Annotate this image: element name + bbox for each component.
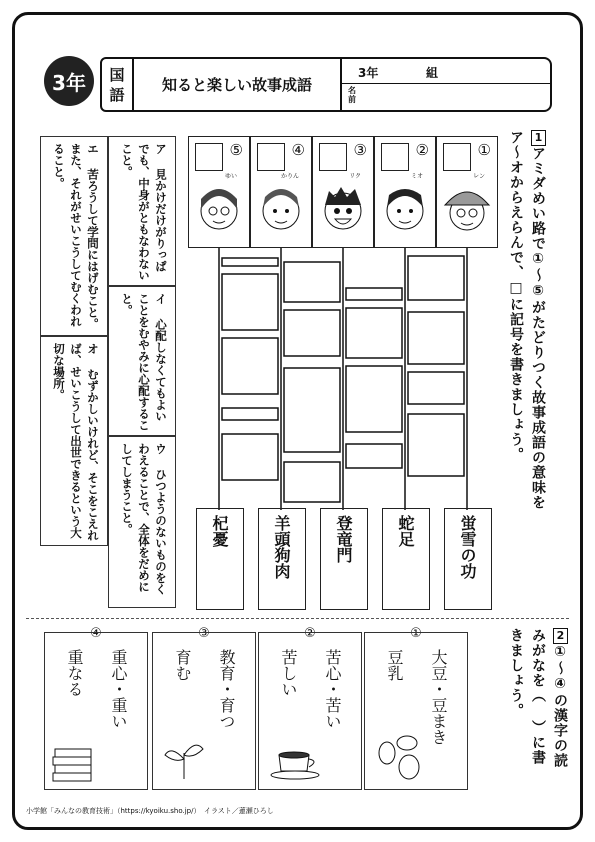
idiom-box-3: 登竜門 [320,508,368,610]
subject-char-2: 語 [109,85,125,104]
meaning-a [108,136,176,286]
answer-box-3[interactable] [319,143,347,171]
book-stack-icon [49,743,95,783]
meaning-label-o: オ [86,343,100,355]
character-1: ① レン [436,136,498,248]
amida-ladder [180,248,500,510]
class-year: 3年 [358,66,379,80]
subject-char-1: 国 [109,65,125,84]
meaning-o [40,336,108,546]
meaning-text-i: 心配しなくてもよいことをむやみに心配すること。 [120,293,168,431]
class-name-box[interactable] [340,57,552,112]
meaning-text-a: 見かけだけがりっぱでも、中身がともなわないこと。 [120,143,168,281]
girl-ponytail-face-icon [251,177,311,247]
meaning-i [108,286,176,436]
character-2: ② ミオ [374,136,436,248]
idiom-box-2: 羊頭狗肉 [258,508,306,610]
grade-badge: 3年 [44,56,94,106]
meaning-label-i: イ [154,293,168,305]
answer-box-1[interactable] [443,143,471,171]
meaning-text-o: むずかしいけれど、そこをこえれば、せいこうして出世できるという大切な場所。 [52,343,100,541]
question-1-number: 1 [532,131,545,145]
meaning-label-e: エ [86,143,100,155]
credit-line: 小学館「みんなの教育技術」（https://kyoiku.sho.jp/） イラスト／蓮瀬ひろし [26,807,274,815]
meaning-u [108,436,176,608]
boy-face-icon [313,177,373,247]
character-3: ③ リク [312,136,374,248]
subject-box [100,57,134,112]
answer-box-2[interactable] [381,143,409,171]
reading-box-4: 重心・重い 重なる [44,632,148,790]
reading-number-3: ③ [152,626,256,641]
class-group: 組 [426,66,439,80]
reading-box-1: 大豆・豆まき 豆乳 [364,632,468,790]
coffee-cup-icon [269,741,325,781]
meaning-label-u: ウ [154,443,168,455]
character-4: ④ かりん [250,136,312,248]
idiom-box-4: 蛇足 [382,508,430,610]
answer-box-4[interactable] [257,143,285,171]
question-1-text: 1アミダめい路で①～⑤がたどりつく故事成語の意味を ア～オからえらんで、□に記号を書きましょう。 [508,130,546,510]
boy-cap-face-icon [437,177,497,247]
meaning-e [40,136,108,336]
girl-face-icon [189,177,249,247]
reading-number-1: ① [364,626,468,641]
question-2-text: 2①～④の漢字の読みがなを（ ）に書きましょう。 [508,628,568,768]
sprout-icon [161,735,207,781]
beans-icon [373,729,429,785]
character-5: ⑤ ゆい [188,136,250,248]
section-divider [26,618,569,619]
name-label: 名 前 [348,86,356,104]
answer-box-5[interactable] [195,143,223,171]
question-2-number: 2 [554,629,567,643]
reading-box-3: 教育・育つ 育む [152,632,256,790]
meaning-text-e: 苦ろうして学問にはげむこと。また、それがせいこうしてむくわれること。 [52,143,100,330]
idiom-box-1: 杞憂 [196,508,244,610]
idiom-box-5: 蛍雪の功 [444,508,492,610]
worksheet-title: 知ると楽しい故事成語 [132,57,342,112]
meaning-label-a: ア [154,143,168,155]
reading-box-2: 苦心・苦い 苦しい [258,632,362,790]
class-row [342,59,550,84]
reading-number-2: ② [258,626,362,641]
meaning-text-u: ひつようのないものをくわえることで、全体をだめにしてしまうこと。 [120,443,168,595]
boy-short-hair-face-icon [375,177,435,247]
reading-number-4: ④ [44,626,148,641]
